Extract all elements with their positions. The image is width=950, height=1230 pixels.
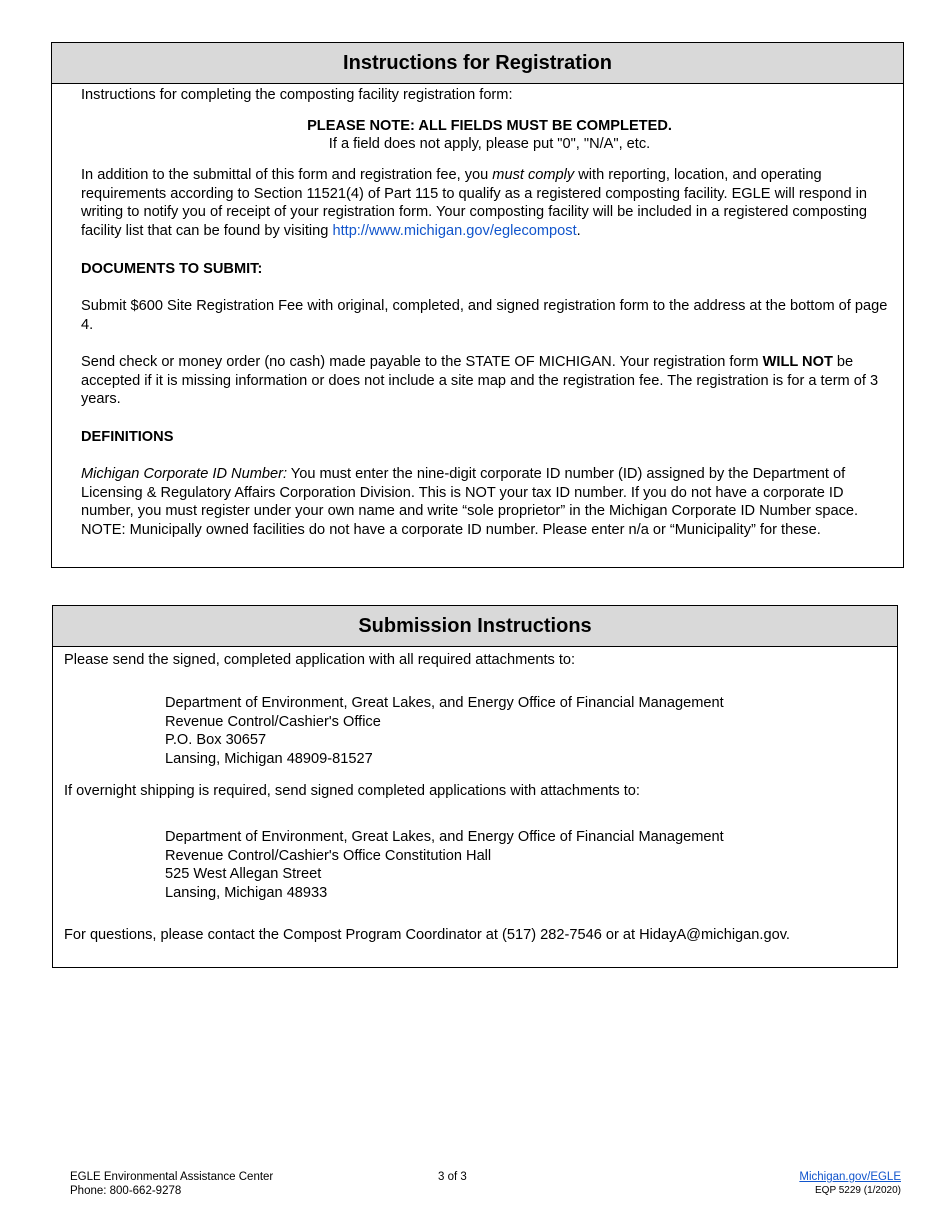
- must-comply-emphasis: must comply: [492, 167, 575, 183]
- registration-instructions-section: [51, 42, 904, 568]
- registration-instructions-title: Instructions for Registration: [52, 43, 903, 84]
- payment-text-end: be accepted if it is missing information or does not include a site map and the registration fee. The registration is for a term of 3 years.: [81, 354, 879, 408]
- overnight-address-line: Department of Environment, Great Lakes, and Energy Office of Financial Management: [165, 829, 724, 845]
- registration-requirements-paragraph: [81, 166, 898, 240]
- mailing-address-line: Revenue Control/Cashier's Office: [165, 713, 381, 730]
- submission-instructions-title: Submission Instructions: [53, 606, 897, 647]
- requirements-text-start: In addition to the submittal of this form and registration fee, you: [81, 167, 493, 183]
- registration-fee-paragraph: Submit $600 Site Registration Fee with original, completed, and signed registration form to the address at the bottom of page 4.: [81, 298, 888, 333]
- requirements-text-end: .: [576, 222, 581, 239]
- corporate-id-definition: [81, 465, 898, 539]
- submission-intro: Please send the signed, completed application with all required attachments to:: [64, 652, 576, 668]
- mailing-address-line: P.O. Box 30657: [165, 732, 267, 749]
- footer-center-name: EGLE Environmental Assistance Center: [70, 1171, 274, 1183]
- overnight-address: [165, 828, 865, 902]
- payment-paragraph: [81, 353, 898, 409]
- submission-instructions-section: [52, 605, 898, 968]
- michigan-egle-link[interactable]: Michigan.gov/EGLE: [799, 1171, 901, 1183]
- footer-left: [70, 1170, 273, 1198]
- mailing-address-line: Department of Environment, Great Lakes, and Energy Office of Financial Management: [165, 695, 724, 711]
- mailing-address-line: Lansing, Michigan 48909-81527: [165, 750, 373, 767]
- fields-not-applicable-note: If a field does not apply, please put "0", "N/A", etc.: [328, 136, 651, 152]
- overnight-address-line: Lansing, Michigan 48933: [165, 884, 328, 901]
- footer-phone: Phone: 800-662-9278: [70, 1185, 182, 1197]
- documents-to-submit-heading: DOCUMENTS TO SUBMIT:: [81, 261, 263, 277]
- footer-right: [799, 1170, 901, 1198]
- overnight-address-line: 525 West Allegan Street: [165, 866, 322, 883]
- form-id: EQP 5229 (1/2020): [815, 1185, 901, 1196]
- overnight-address-line: Revenue Control/Cashier's Office Constitution Hall: [165, 847, 492, 864]
- overnight-shipping-note: If overnight shipping is required, send signed completed applications with attachments to:: [64, 783, 640, 799]
- page-number: 3 of 3: [438, 1171, 467, 1183]
- registration-intro: Instructions for completing the composting facility registration form:: [81, 87, 513, 103]
- fields-required-note: PLEASE NOTE: ALL FIELDS MUST BE COMPLETED.: [307, 118, 672, 134]
- definitions-heading: DEFINITIONS: [81, 429, 174, 445]
- egle-compost-link[interactable]: http://www.michigan.gov/eglecompost: [332, 222, 577, 239]
- requirements-text-body: with reporting, location, and operating requirements according to Section 11521(4) of Part 115 to qualify as a registered composting facility. EGLE will respond in writing to notify you of receipt of your registration form. Your composting facility will be included in a registered composting facility list that can be found by visiting: [81, 167, 868, 239]
- will-not-emphasis: WILL NOT: [762, 354, 833, 370]
- payment-text-start: Send check or money order (no cash) made payable to the STATE OF MICHIGAN. Your registration form: [81, 354, 763, 370]
- questions-contact: For questions, please contact the Compost Program Coordinator at (517) 282-7546 or at HidayA@michigan.gov.: [64, 927, 790, 943]
- corporate-id-text: You must enter the nine-digit corporate ID number (ID) assigned by the Department of Licensing & Regulatory Affairs Corporation Division. This is NOT your tax ID number. If you do not have a corporate ID number, you must register under your own name and write “sole proprietor” in the Michigan Corporate ID Number space. NOTE: Municipally owned facilities do not have a corporate ID number. Please enter n/a or “Municipality” for these.: [81, 466, 859, 538]
- corporate-id-term: Michigan Corporate ID Number:: [81, 466, 288, 482]
- mailing-address: [165, 694, 865, 768]
